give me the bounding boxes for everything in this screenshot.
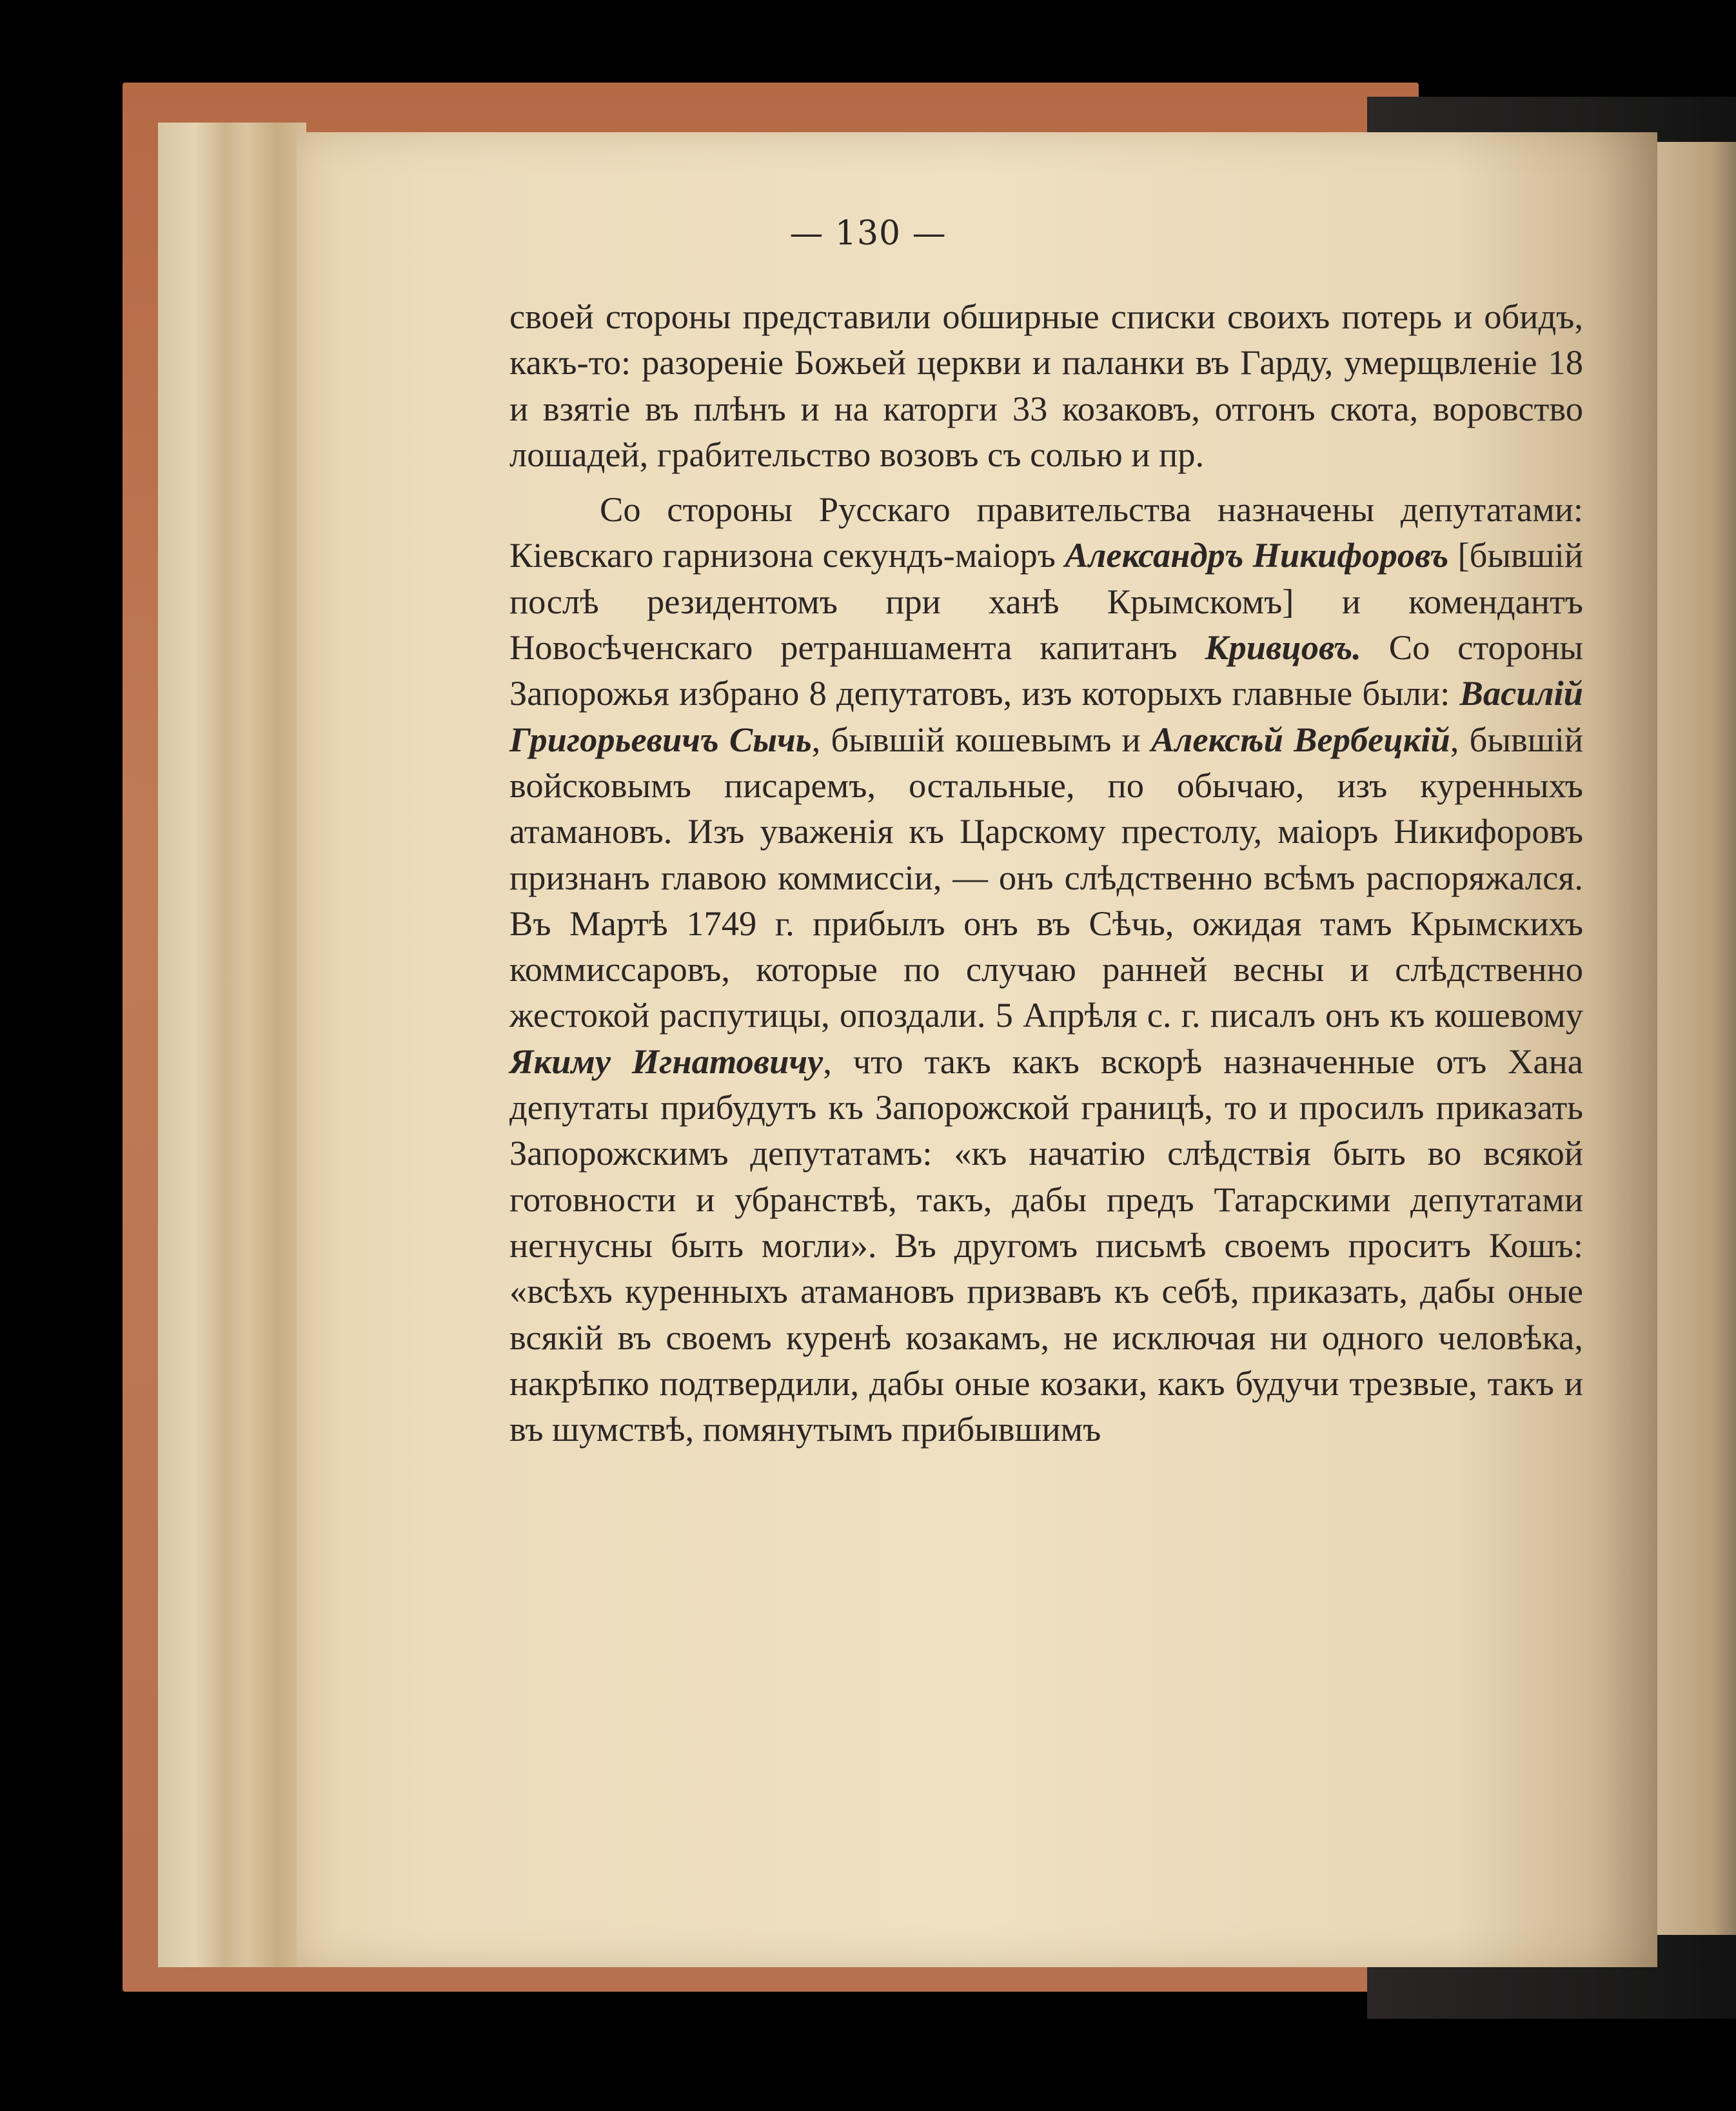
paragraph-2-text: , бывшій войсковымъ писаремъ, остальные, по обычаю, изъ куренныхъ атамановъ. Изъ уваженія къ Царскому престолу, маіоръ Никифоровъ признанъ главою коммиссіи, — онъ слѣдственно всѣмъ распоряжался. Въ Мартѣ 1749 г. прибылъ онъ въ Сѣчь, ожидая тамъ Крымскихъ коммиссаровъ, которые по случаю ранней весны и слѣдственно жестокой распутицы, опоздали. 5 Апрѣля с. г. писалъ онъ къ кошевому bbox=[509, 719, 1584, 1035]
page-number: — 130 — bbox=[789, 214, 947, 253]
name-verbetsky: Алексѣй Вербецкій bbox=[1151, 719, 1450, 759]
name-sych: Василій Григорьевичъ Сычь bbox=[509, 673, 1583, 759]
name-nikiforov: Александръ Никифоровъ bbox=[1065, 535, 1449, 575]
paragraph-2 bbox=[509, 486, 1583, 1452]
page-text bbox=[509, 293, 1583, 1452]
paragraph-2-text: , что такъ какъ вскорѣ назначенные отъ Хана депутаты прибудутъ къ Запорожской границѣ, то и просилъ приказать Запорожскимъ депутатамъ: «къ начатію слѣдствія быть во всякой готовности и убранствѣ, такъ, дабы предъ Татарскими депутатами негнусны быть могли». Въ другомъ письмѣ своемъ проситъ Кошъ: «всѣхъ куренныхъ атамановъ призвавъ къ себѣ, приказать, дабы оные всякій въ своемъ куренѣ козакамъ, не исключая ни одного человѣка, накрѣпко подтвердили, дабы оные козаки, какъ будучи трезвые, такъ и въ шумствѣ, помянутымъ прибывшимъ bbox=[509, 1041, 1583, 1449]
name-krivtsov: Кривцовъ. bbox=[1205, 628, 1361, 668]
paragraph-1: своей стороны представили обширные списки своихъ потерь и обидъ, какъ-то: разореніе Божьей церкви и паланки въ Гарду, умерщвленіе 18 и взятіе въ плѣнъ и на каторги 33 козаковъ, отгонъ скота, воровство лошадей, грабительство возовъ съ солью и пр. bbox=[509, 297, 1583, 474]
paragraph-2-text: [бывшій послѣ резидентомъ при ханѣ Крымскомъ] и комендантъ Новосѣченскаго ретраншамента капитанъ bbox=[509, 535, 1583, 668]
facing-page-edge bbox=[1657, 142, 1736, 1935]
page-edges-stack bbox=[158, 123, 306, 1967]
paragraph-2-text: Со стороны Запорожья избрано 8 депутатовъ, изъ которыхъ главные были: bbox=[509, 628, 1583, 713]
paragraph-2-text: , бывшій кошевымъ и bbox=[811, 719, 1151, 759]
name-yakim-ignatovich: Якиму Игнатовичу bbox=[509, 1041, 824, 1081]
paragraph-2-text: Со стороны Русскаго правительства назначены депутатами: Кіевскаго гарнизона секундъ-маіоръ bbox=[509, 490, 1583, 575]
